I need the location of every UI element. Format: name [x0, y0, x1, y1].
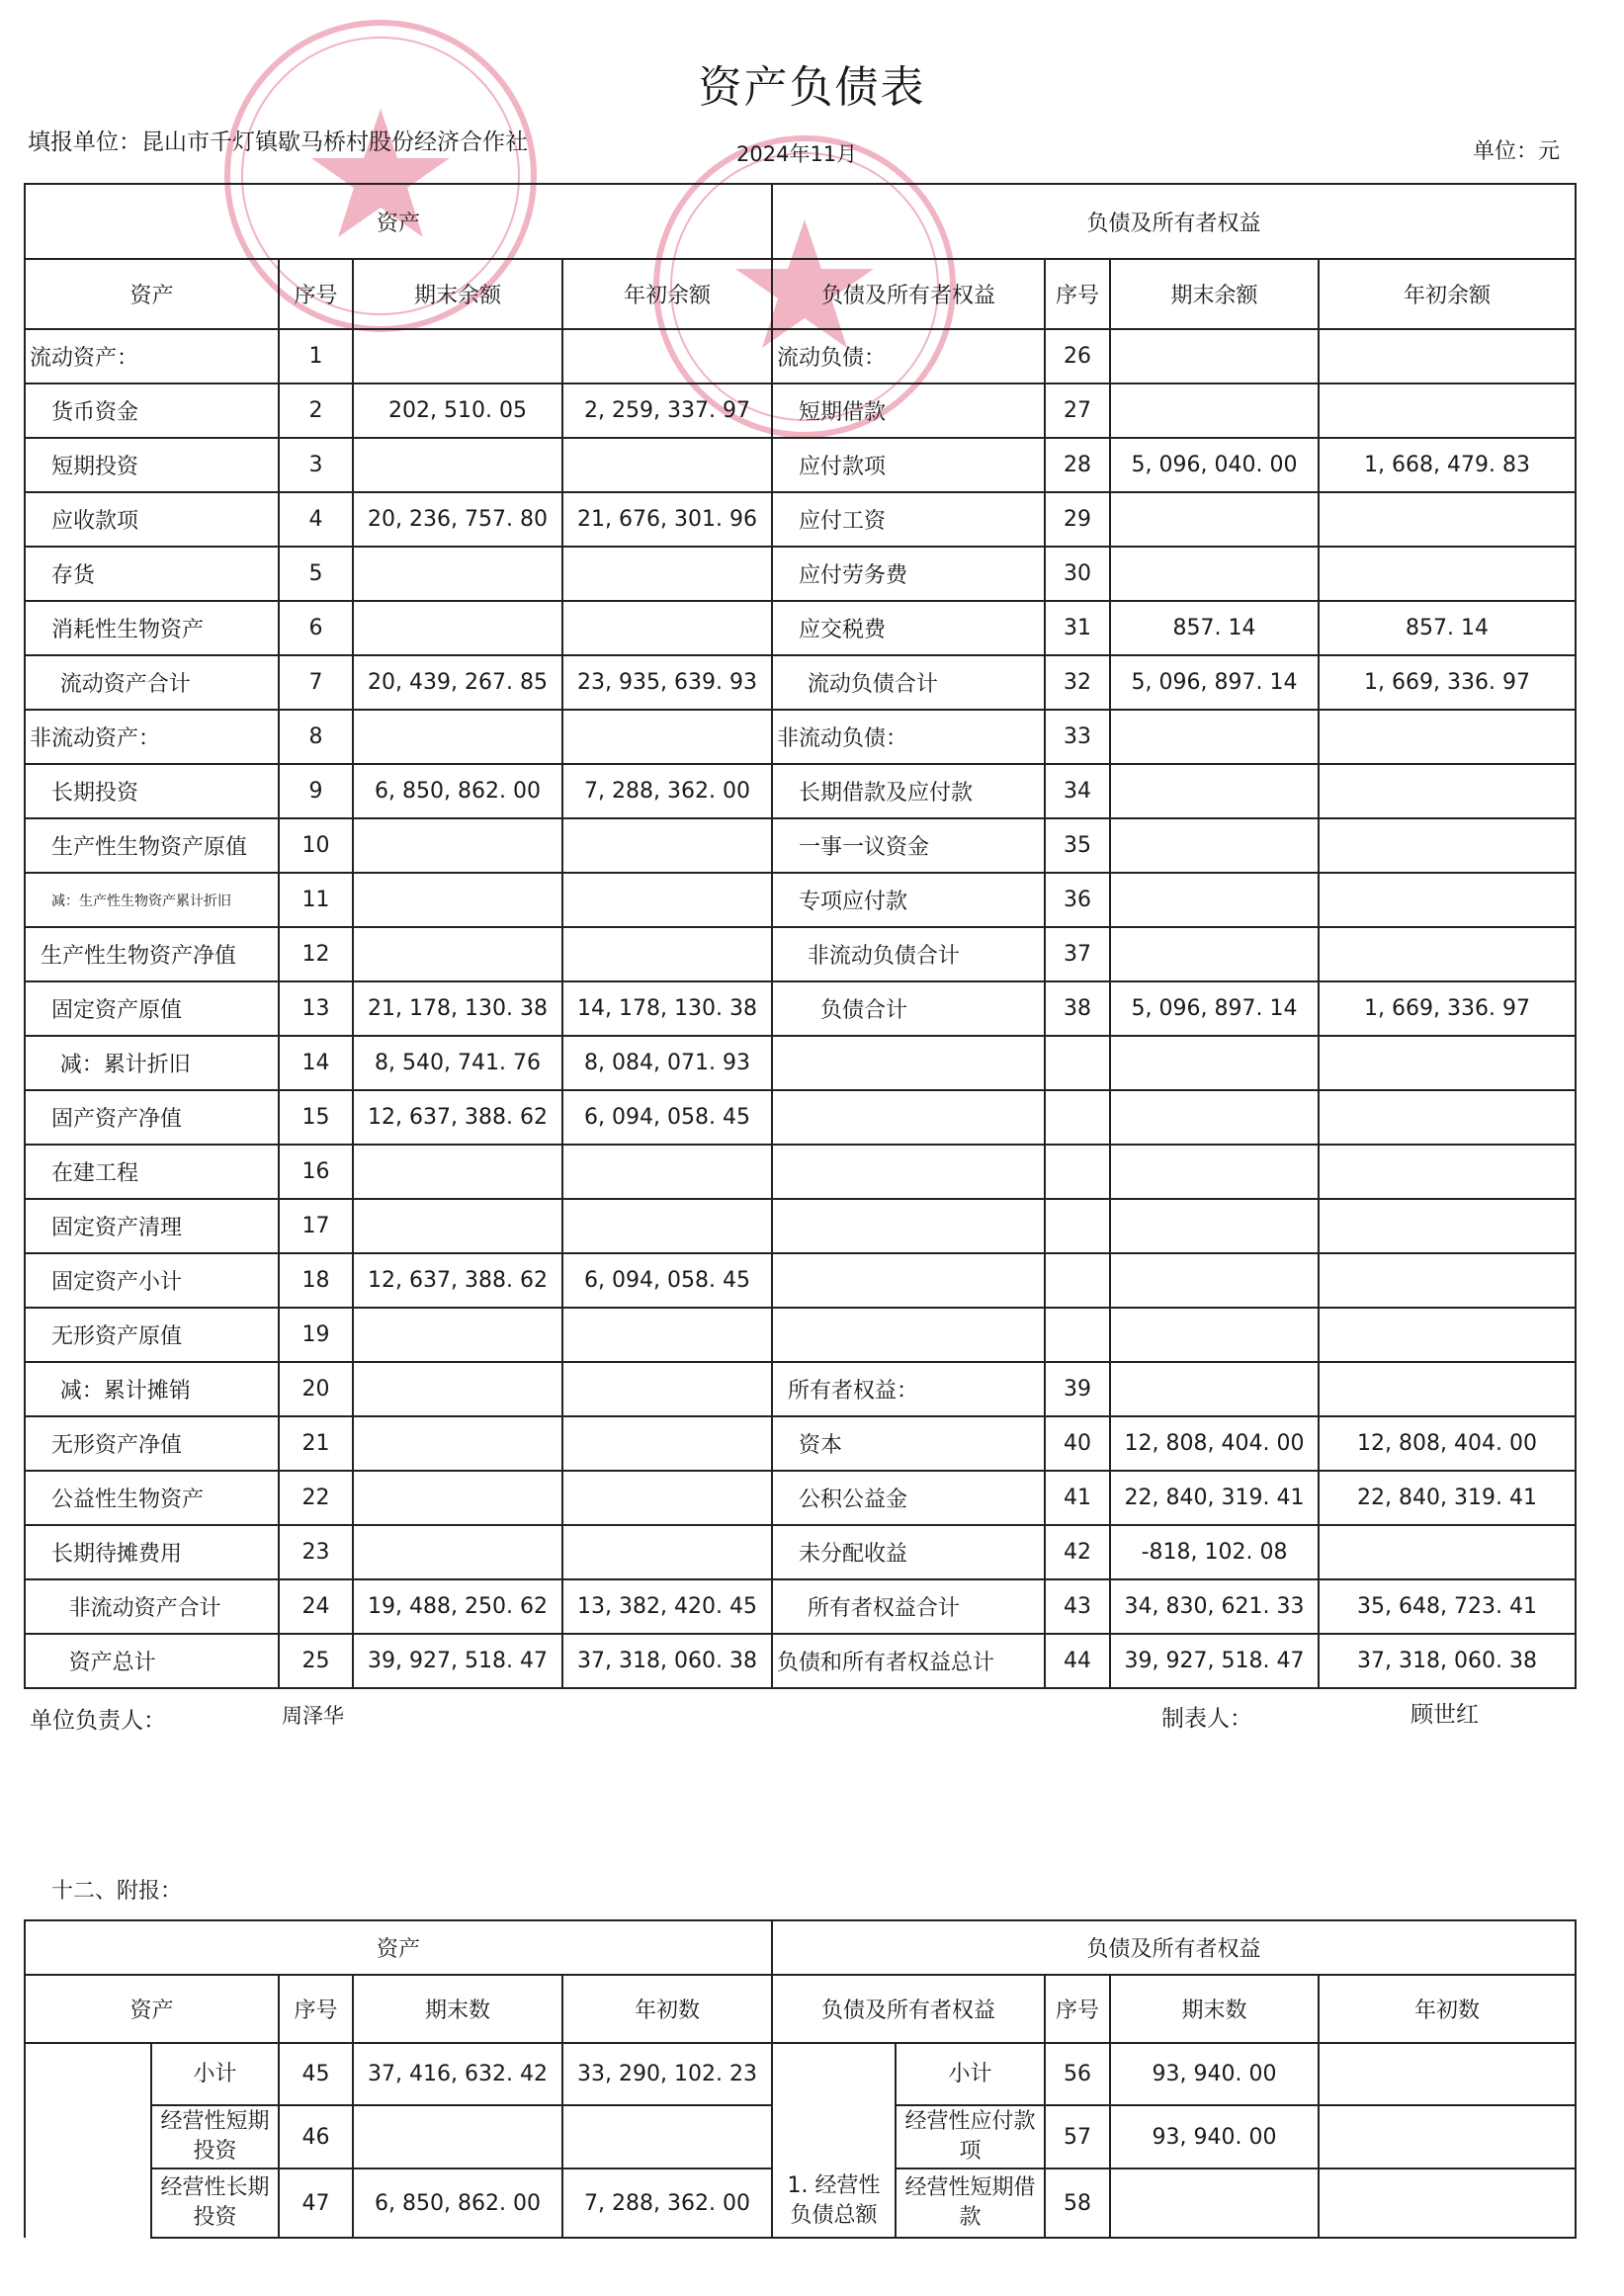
asset-begin-balance — [562, 1199, 772, 1253]
asset-end-balance — [353, 1199, 562, 1253]
asset-seq: 23 — [279, 1525, 353, 1579]
asset-end-balance — [353, 1416, 562, 1471]
liability-end-balance — [1110, 818, 1319, 873]
asset-end-balance — [353, 438, 562, 492]
asset-name: 固定资产清理 — [25, 1199, 279, 1253]
liability-end-balance — [1110, 1199, 1319, 1253]
table-row — [25, 1362, 1576, 1416]
asset-end-balance — [353, 873, 562, 927]
liability-seq: 37 — [1045, 927, 1110, 981]
asset-end-balance: 202, 510. 05 — [353, 383, 562, 438]
asset-seq: 24 — [279, 1579, 353, 1634]
supp-asset-begin — [562, 2105, 772, 2168]
table-row — [25, 818, 1576, 873]
supp-col-begin-2: 年初数 — [1319, 1975, 1576, 2043]
table-row — [25, 1416, 1576, 1471]
table-row — [25, 1145, 1576, 1199]
asset-name: 减：累计折旧 — [25, 1036, 279, 1090]
asset-name: 减：生产性生物资产累计折旧 — [25, 873, 279, 927]
asset-name: 生产性生物资产原值 — [25, 818, 279, 873]
liability-begin-balance — [1319, 764, 1576, 818]
asset-end-balance — [353, 1362, 562, 1416]
asset-end-balance: 20, 439, 267. 85 — [353, 655, 562, 710]
asset-seq: 4 — [279, 492, 353, 547]
table-row — [25, 1090, 1576, 1145]
asset-name: 生产性生物资产净值 — [25, 927, 279, 981]
table-row — [25, 1634, 1576, 1688]
liability-end-balance: 22, 840, 319. 41 — [1110, 1471, 1319, 1525]
supp-liability-seq: 57 — [1045, 2105, 1110, 2168]
asset-end-balance: 12, 637, 388. 62 — [353, 1090, 562, 1145]
supp-asset-name: 经营性长期投资 — [151, 2168, 279, 2238]
asset-seq: 17 — [279, 1199, 353, 1253]
asset-seq: 6 — [279, 601, 353, 655]
liability-seq — [1045, 1036, 1110, 1090]
asset-seq: 5 — [279, 547, 353, 601]
supp-group-header-liabilities: 负债及所有者权益 — [772, 1920, 1576, 1975]
table-row — [25, 1253, 1576, 1308]
asset-seq: 18 — [279, 1253, 353, 1308]
asset-end-balance — [353, 927, 562, 981]
supplement-table — [24, 1919, 1577, 2239]
liability-begin-balance — [1319, 1199, 1576, 1253]
liability-end-balance — [1110, 1036, 1319, 1090]
liability-seq: 41 — [1045, 1471, 1110, 1525]
table-row — [25, 981, 1576, 1036]
asset-begin-balance: 8, 084, 071. 93 — [562, 1036, 772, 1090]
asset-end-balance — [353, 710, 562, 764]
asset-name: 无形资产净值 — [25, 1416, 279, 1471]
supp-liability-seq: 56 — [1045, 2043, 1110, 2105]
liability-begin-balance — [1319, 873, 1576, 927]
supp-col-end: 期末数 — [353, 1975, 562, 2043]
liability-name — [772, 1253, 1045, 1308]
supp-col-begin: 年初数 — [562, 1975, 772, 2043]
asset-seq: 8 — [279, 710, 353, 764]
liability-end-balance — [1110, 1145, 1319, 1199]
asset-name: 存货 — [25, 547, 279, 601]
supp-liability-end — [1110, 2168, 1319, 2238]
asset-begin-balance: 7, 288, 362. 00 — [562, 764, 772, 818]
liability-end-balance — [1110, 1362, 1319, 1416]
liability-begin-balance — [1319, 383, 1576, 438]
asset-end-balance — [353, 601, 562, 655]
col-asset-header: 资产 — [25, 259, 279, 329]
supp-asset-end: 6, 850, 862. 00 — [353, 2168, 562, 2238]
supp-asset-seq: 46 — [279, 2105, 353, 2168]
supp-group-header-row — [25, 1920, 1576, 1975]
liability-seq: 44 — [1045, 1634, 1110, 1688]
asset-end-balance — [353, 1308, 562, 1362]
asset-begin-balance — [562, 329, 772, 383]
supp-asset-seq: 45 — [279, 2043, 353, 2105]
liability-begin-balance: 37, 318, 060. 38 — [1319, 1634, 1576, 1688]
asset-name: 消耗性生物资产 — [25, 601, 279, 655]
liability-end-balance — [1110, 1090, 1319, 1145]
liability-end-balance — [1110, 547, 1319, 601]
liability-end-balance — [1110, 1253, 1319, 1308]
asset-begin-balance — [562, 818, 772, 873]
liability-name: 应付劳务费 — [772, 547, 1045, 601]
liability-seq — [1045, 1308, 1110, 1362]
liability-name: 短期借款 — [772, 383, 1045, 438]
asset-name: 短期投资 — [25, 438, 279, 492]
liability-end-balance: 12, 808, 404. 00 — [1110, 1416, 1319, 1471]
liability-seq: 33 — [1045, 710, 1110, 764]
asset-seq: 1 — [279, 329, 353, 383]
asset-begin-balance — [562, 601, 772, 655]
liability-end-balance — [1110, 1308, 1319, 1362]
liability-end-balance — [1110, 873, 1319, 927]
asset-begin-balance — [562, 1308, 772, 1362]
asset-begin-balance: 21, 676, 301. 96 — [562, 492, 772, 547]
table-row — [25, 1199, 1576, 1253]
asset-begin-balance: 6, 094, 058. 45 — [562, 1090, 772, 1145]
asset-name: 固产资产净值 — [25, 1090, 279, 1145]
liability-name: 未分配收益 — [772, 1525, 1045, 1579]
group-header-assets: 资产 — [25, 184, 772, 259]
supp-liability-name: 经营性短期借款 — [896, 2168, 1045, 2238]
liability-seq: 28 — [1045, 438, 1110, 492]
asset-end-balance: 12, 637, 388. 62 — [353, 1253, 562, 1308]
table-row — [25, 1579, 1576, 1634]
supp-liability-group-label: 1. 经营性负债总额 — [772, 2043, 896, 2238]
asset-end-balance: 19, 488, 250. 62 — [353, 1579, 562, 1634]
asset-name: 应收款项 — [25, 492, 279, 547]
col-begin-balance-2-header: 年初余额 — [1319, 259, 1576, 329]
liability-end-balance: -818, 102. 08 — [1110, 1525, 1319, 1579]
table-row — [25, 492, 1576, 547]
table-row — [25, 547, 1576, 601]
supp-liability-name: 经营性应付款项 — [896, 2105, 1045, 2168]
asset-end-balance: 21, 178, 130. 38 — [353, 981, 562, 1036]
liability-begin-balance — [1319, 1362, 1576, 1416]
asset-begin-balance: 2, 259, 337. 97 — [562, 383, 772, 438]
asset-begin-balance: 6, 094, 058. 45 — [562, 1253, 772, 1308]
col-end-balance-header: 期末余额 — [353, 259, 562, 329]
liability-seq: 39 — [1045, 1362, 1110, 1416]
table-row — [25, 1471, 1576, 1525]
liability-name: 负债合计 — [772, 981, 1045, 1036]
liability-name — [772, 1036, 1045, 1090]
liability-end-balance — [1110, 710, 1319, 764]
liability-name: 应付款项 — [772, 438, 1045, 492]
asset-end-balance — [353, 1471, 562, 1525]
liability-begin-balance: 1, 669, 336. 97 — [1319, 981, 1576, 1036]
col-seq-2-header: 序号 — [1045, 259, 1110, 329]
asset-begin-balance — [562, 927, 772, 981]
asset-name: 流动资产： — [25, 329, 279, 383]
liability-seq: 43 — [1045, 1579, 1110, 1634]
asset-name: 固定资产小计 — [25, 1253, 279, 1308]
supp-liability-begin — [1319, 2168, 1576, 2238]
liability-end-balance: 34, 830, 621. 33 — [1110, 1579, 1319, 1634]
liability-seq: 36 — [1045, 873, 1110, 927]
asset-end-balance — [353, 547, 562, 601]
asset-name: 无形资产原值 — [25, 1308, 279, 1362]
liability-begin-balance: 857. 14 — [1319, 601, 1576, 655]
asset-seq: 20 — [279, 1362, 353, 1416]
supp-asset-name: 小计 — [151, 2043, 279, 2105]
supp-asset-group-cell — [25, 2043, 151, 2238]
liability-begin-balance — [1319, 1090, 1576, 1145]
asset-begin-balance — [562, 1416, 772, 1471]
liability-end-balance — [1110, 764, 1319, 818]
col-begin-balance-header: 年初余额 — [562, 259, 772, 329]
asset-seq: 9 — [279, 764, 353, 818]
asset-begin-balance — [562, 873, 772, 927]
col-seq-header: 序号 — [279, 259, 353, 329]
column-header-row — [25, 259, 1576, 329]
group-header-row — [25, 184, 1576, 259]
asset-end-balance — [353, 329, 562, 383]
liability-name: 长期借款及应付款 — [772, 764, 1045, 818]
asset-name: 在建工程 — [25, 1145, 279, 1199]
liability-name — [772, 1090, 1045, 1145]
supp-asset-name: 经营性短期投资 — [151, 2105, 279, 2168]
liability-seq: 38 — [1045, 981, 1110, 1036]
liability-name: 资本 — [772, 1416, 1045, 1471]
asset-end-balance: 39, 927, 518. 47 — [353, 1634, 562, 1688]
liability-seq: 35 — [1045, 818, 1110, 873]
asset-name: 流动资产合计 — [25, 655, 279, 710]
asset-name: 固定资产原值 — [25, 981, 279, 1036]
liability-begin-balance: 1, 668, 479. 83 — [1319, 438, 1576, 492]
liability-begin-balance — [1319, 329, 1576, 383]
preparer-label: 制表人： — [1161, 1706, 1252, 1732]
asset-name: 长期投资 — [25, 764, 279, 818]
liability-name: 应交税费 — [772, 601, 1045, 655]
liability-end-balance — [1110, 927, 1319, 981]
supplement-title: 十二、附报： — [51, 1879, 183, 1904]
asset-begin-balance — [562, 710, 772, 764]
asset-begin-balance — [562, 1525, 772, 1579]
asset-end-balance — [353, 1145, 562, 1199]
page-title: 资产负债表 — [698, 62, 926, 113]
supp-liability-name: 小计 — [896, 2043, 1045, 2105]
preparer-name: 顾世红 — [1410, 1702, 1479, 1728]
asset-name: 长期待摊费用 — [25, 1525, 279, 1579]
table-row — [25, 710, 1576, 764]
liability-seq: 31 — [1045, 601, 1110, 655]
supp-liability-begin — [1319, 2043, 1576, 2105]
table-row — [25, 927, 1576, 981]
asset-begin-balance — [562, 547, 772, 601]
asset-begin-balance: 14, 178, 130. 38 — [562, 981, 772, 1036]
liability-begin-balance: 35, 648, 723. 41 — [1319, 1579, 1576, 1634]
liability-begin-balance: 22, 840, 319. 41 — [1319, 1471, 1576, 1525]
liability-begin-balance — [1319, 1525, 1576, 1579]
asset-end-balance: 20, 236, 757. 80 — [353, 492, 562, 547]
liability-name — [772, 1308, 1045, 1362]
liability-seq: 32 — [1045, 655, 1110, 710]
table-row — [25, 1036, 1576, 1090]
supp-asset-begin: 7, 288, 362. 00 — [562, 2168, 772, 2238]
liability-name: 一事一议资金 — [772, 818, 1045, 873]
asset-seq: 2 — [279, 383, 353, 438]
col-end-balance-2-header: 期末余额 — [1110, 259, 1319, 329]
supp-asset-end — [353, 2105, 562, 2168]
asset-seq: 7 — [279, 655, 353, 710]
liability-seq — [1045, 1253, 1110, 1308]
asset-begin-balance — [562, 1471, 772, 1525]
asset-begin-balance: 13, 382, 420. 45 — [562, 1579, 772, 1634]
supp-liability-end: 93, 940. 00 — [1110, 2105, 1319, 2168]
supp-col-end-2: 期末数 — [1110, 1975, 1319, 2043]
liability-seq: 34 — [1045, 764, 1110, 818]
liability-name: 应付工资 — [772, 492, 1045, 547]
liability-seq — [1045, 1145, 1110, 1199]
table-row — [25, 1525, 1576, 1579]
liability-seq — [1045, 1199, 1110, 1253]
asset-seq: 25 — [279, 1634, 353, 1688]
liability-begin-balance — [1319, 547, 1576, 601]
liability-end-balance: 5, 096, 897. 14 — [1110, 981, 1319, 1036]
supp-liability-seq: 58 — [1045, 2168, 1110, 2238]
asset-seq: 13 — [279, 981, 353, 1036]
liability-begin-balance: 1, 669, 336. 97 — [1319, 655, 1576, 710]
liability-name: 专项应付款 — [772, 873, 1045, 927]
supp-col-seq: 序号 — [279, 1975, 353, 2043]
reporting-unit: 填报单位：昆山市千灯镇歇马桥村股份经济合作社 — [28, 129, 528, 155]
liability-seq: 30 — [1045, 547, 1110, 601]
asset-seq: 12 — [279, 927, 353, 981]
asset-begin-balance: 23, 935, 639. 93 — [562, 655, 772, 710]
asset-end-balance — [353, 818, 562, 873]
supp-group-header-assets: 资产 — [25, 1920, 772, 1975]
liability-end-balance — [1110, 383, 1319, 438]
asset-name: 非流动资产： — [25, 710, 279, 764]
table-row — [25, 1308, 1576, 1362]
liability-name: 负债和所有者权益总计 — [772, 1634, 1045, 1688]
liability-name: 公积公益金 — [772, 1471, 1045, 1525]
asset-end-balance: 6, 850, 862. 00 — [353, 764, 562, 818]
report-period: 2024年11月 — [736, 142, 858, 166]
table-row — [25, 601, 1576, 655]
supp-col-asset: 资产 — [25, 1975, 279, 2043]
liability-end-balance: 857. 14 — [1110, 601, 1319, 655]
liability-begin-balance — [1319, 710, 1576, 764]
asset-begin-balance — [562, 438, 772, 492]
liability-begin-balance — [1319, 1308, 1576, 1362]
liability-seq: 42 — [1045, 1525, 1110, 1579]
unit-head-label: 单位负责人： — [30, 1708, 166, 1734]
liability-seq — [1045, 1090, 1110, 1145]
table-row — [25, 655, 1576, 710]
asset-name: 减：累计摊销 — [25, 1362, 279, 1416]
liability-end-balance — [1110, 329, 1319, 383]
unit-head-name: 周泽华 — [282, 1704, 344, 1728]
currency-unit: 单位：元 — [1473, 139, 1561, 164]
liability-name: 所有者权益： — [772, 1362, 1045, 1416]
asset-seq: 22 — [279, 1471, 353, 1525]
asset-end-balance — [353, 1525, 562, 1579]
liability-name: 流动负债： — [772, 329, 1045, 383]
asset-name: 非流动资产合计 — [25, 1579, 279, 1634]
liability-end-balance: 39, 927, 518. 47 — [1110, 1634, 1319, 1688]
liability-name — [772, 1145, 1045, 1199]
asset-begin-balance: 37, 318, 060. 38 — [562, 1634, 772, 1688]
supp-asset-begin: 33, 290, 102. 23 — [562, 2043, 772, 2105]
supp-liability-end: 93, 940. 00 — [1110, 2043, 1319, 2105]
asset-seq: 14 — [279, 1036, 353, 1090]
table-row — [25, 329, 1576, 383]
table-row — [25, 764, 1576, 818]
liability-begin-balance — [1319, 1036, 1576, 1090]
table-row — [25, 438, 1576, 492]
asset-begin-balance — [562, 1145, 772, 1199]
group-header-liabilities: 负债及所有者权益 — [772, 184, 1576, 259]
asset-seq: 3 — [279, 438, 353, 492]
supp-liability-begin — [1319, 2105, 1576, 2168]
asset-end-balance: 8, 540, 741. 76 — [353, 1036, 562, 1090]
liability-name: 非流动负债： — [772, 710, 1045, 764]
asset-seq: 19 — [279, 1308, 353, 1362]
liability-begin-balance — [1319, 492, 1576, 547]
supp-col-liab: 负债及所有者权益 — [772, 1975, 1045, 2043]
liability-name: 流动负债合计 — [772, 655, 1045, 710]
asset-seq: 11 — [279, 873, 353, 927]
liability-seq: 40 — [1045, 1416, 1110, 1471]
balance-sheet-table — [24, 183, 1577, 1689]
liability-name — [772, 1199, 1045, 1253]
supp-asset-seq: 47 — [279, 2168, 353, 2238]
supp-column-header-row — [25, 1975, 1576, 2043]
asset-name: 公益性生物资产 — [25, 1471, 279, 1525]
liability-seq: 26 — [1045, 329, 1110, 383]
asset-seq: 21 — [279, 1416, 353, 1471]
asset-begin-balance — [562, 1362, 772, 1416]
liability-begin-balance — [1319, 1145, 1576, 1199]
liability-end-balance — [1110, 492, 1319, 547]
liability-end-balance: 5, 096, 897. 14 — [1110, 655, 1319, 710]
col-liability-header: 负债及所有者权益 — [772, 259, 1045, 329]
asset-seq: 16 — [279, 1145, 353, 1199]
liability-begin-balance — [1319, 927, 1576, 981]
liability-end-balance: 5, 096, 040. 00 — [1110, 438, 1319, 492]
table-row — [25, 383, 1576, 438]
liability-seq: 29 — [1045, 492, 1110, 547]
asset-name: 货币资金 — [25, 383, 279, 438]
liability-seq: 27 — [1045, 383, 1110, 438]
supp-asset-end: 37, 416, 632. 42 — [353, 2043, 562, 2105]
supp-table-row — [25, 2043, 1576, 2105]
liability-begin-balance — [1319, 818, 1576, 873]
asset-seq: 10 — [279, 818, 353, 873]
supp-col-seq-2: 序号 — [1045, 1975, 1110, 2043]
table-row — [25, 873, 1576, 927]
liability-name: 非流动负债合计 — [772, 927, 1045, 981]
liability-begin-balance: 12, 808, 404. 00 — [1319, 1416, 1576, 1471]
liability-begin-balance — [1319, 1253, 1576, 1308]
asset-seq: 15 — [279, 1090, 353, 1145]
asset-name: 资产总计 — [25, 1634, 279, 1688]
liability-name: 所有者权益合计 — [772, 1579, 1045, 1634]
